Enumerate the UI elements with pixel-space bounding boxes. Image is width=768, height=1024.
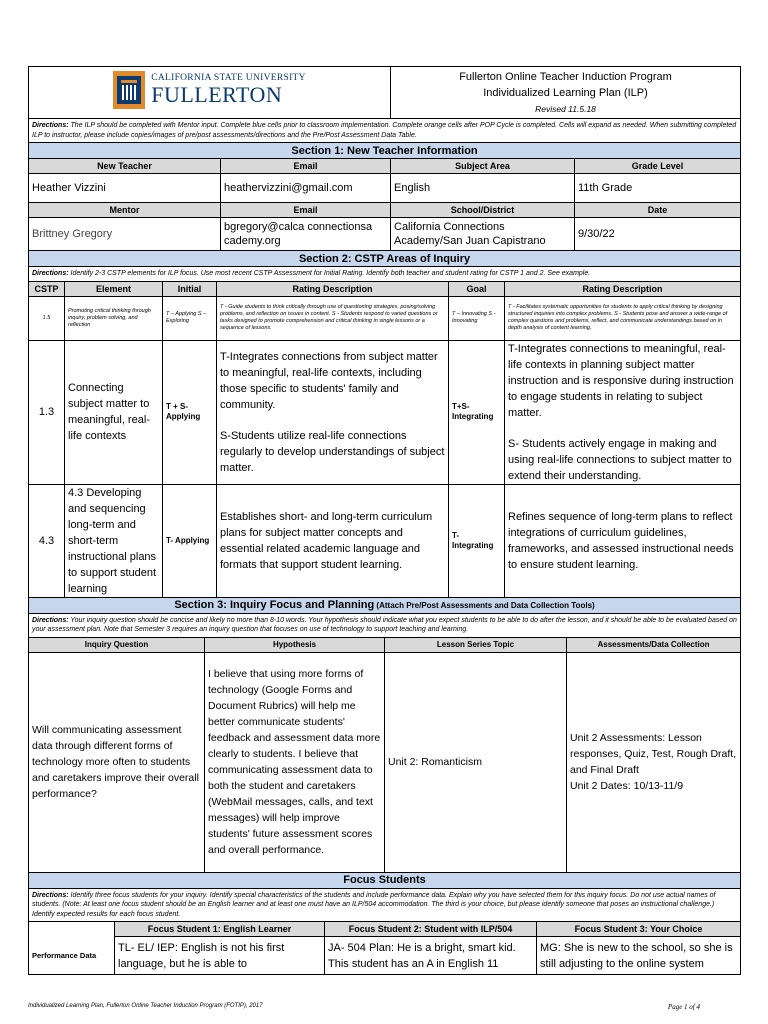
directions-general: Directions: The ILP should be completed with Mentor input. Complete blue cells prior to classroom implementation. Complete orange cells after POP Cycle is completed. Cells will expand as needed. When submitting completed ILP to instructor, please include copies/images of pre/post assessments/directions and the Pre/Post Assessment Data Table. (29, 119, 741, 143)
col-initial: Initial (163, 281, 217, 296)
ilp-document (28, 66, 740, 975)
cstp-element: Connecting subject matter to meaningful, real-life contexts (65, 340, 163, 484)
focus-student-2: JA- 504 Plan: He is a bright, smart kid. This student has an A in English 11 (325, 937, 537, 975)
col-mentor: Mentor (29, 203, 221, 218)
section1-title: Section 1: New Teacher Information (29, 143, 741, 159)
performance-data-label: Performance Data (29, 937, 115, 975)
example-goal: T – Innovating S - Innovating (449, 296, 505, 340)
assessments: Unit 2 Assessments: Lesson responses, Quiz, Test, Rough Draft, and Final Draft Unit 2 Dates: 10/13-11/9 (567, 652, 741, 872)
directions-inquiry: Directions: Your inquiry question should be concise and likely no more than 8-10 words. Your hypothesis should indicate what you expect students to be able to do after the lesson, and it should be able to be evaluated based on your assessment plan. Note that Semester 3 requires an inquiry question that focuses on use of technology to support teaching and learning. (29, 613, 741, 637)
cstp-desc2: T-Integrates connections to meaningful, real-life contexts in planning subject matter instruction and is responsive during instruction to engage students in relating to subject matter. S- Students actively engage in making and using real-life connections to subject matter to extend their understanding. (505, 340, 741, 484)
col-rating-desc-2: Rating Description (505, 281, 741, 296)
col-date: Date (575, 203, 741, 218)
cstp-row (29, 484, 741, 597)
section3-table (28, 597, 741, 873)
col-rating-desc-1: Rating Description (217, 281, 449, 296)
col-cstp: CSTP (29, 281, 65, 296)
section3-title: Section 3: Inquiry Focus and Planning (Attach Pre/Post Assessments and Data Collection Tools) (29, 597, 741, 613)
lesson-topic: Unit 2: Romanticism (385, 652, 567, 872)
directions-focus: Directions: Identify three focus students for your inquiry. Identify special characteristics of the students and include performance data. Explain why you have selected them for this inquiry focus. Do not use actual names of students. (Note: At least one focus student should be an English learner and at least one must have an ILP/504 accommodation. The third is your choice, but please identify someone that poses an instructional challenge.) Identify expected results for each focus student. (29, 888, 741, 922)
logo-cell (29, 67, 391, 119)
grade-level: 11th Grade (575, 174, 741, 203)
inquiry-question: Will communicating assessment data through different forms of technology more often to students and caretakers improve their overall performance? (29, 652, 205, 872)
subject-area: English (391, 174, 575, 203)
col-mentor-email: Email (221, 203, 391, 218)
new-teacher-email: heathervizzini@gmail.com (221, 174, 391, 203)
new-teacher-name: Heather Vizzini (29, 174, 221, 203)
csuf-logo (113, 71, 306, 109)
program-title: Fullerton Online Teacher Induction Program (459, 70, 672, 83)
school-district: California Connections Academy/San Juan Capistrano (391, 218, 575, 251)
cstp-number: 1.3 (29, 340, 65, 484)
cstp-initial: T + S- Applying (163, 340, 217, 484)
mentor-email: bgregory@calca connectionsa cademy.org (221, 218, 391, 251)
section2-table (28, 250, 741, 598)
cstp-row (29, 340, 741, 484)
col-school: School/District (391, 203, 575, 218)
col-focus-3: Focus Student 3: Your Choice (537, 922, 741, 937)
cstp-desc2: Refines sequence of long-term plans to reflect integrations of curriculum guidelines, frameworks, and assessed instructional needs to ensure student learning. (505, 484, 741, 597)
footer (28, 1003, 740, 1009)
cstp-goal: T+S- Integrating (449, 340, 505, 484)
focus-student-3: MG: She is new to the school, so she is still adjusting to the online system (537, 937, 741, 975)
example-cstp: 1.5 (29, 296, 65, 340)
directions-cstp: Directions: Identify 2-3 CSTP elements for ILP focus. Use most recent CSTP Assessment for Initial Rating. Identify both teacher and student rating for CSTP 1 and 2. See example. (29, 267, 741, 282)
example-desc1: T - Guide students to think critically through use of questioning strategies, posing/solving problems, and reflection on issues in content. S - Students respond to varied questions or tasks designed to promote comprehension and critical thinking in single lessons or a sequence of lessons. (217, 296, 449, 340)
col-assessments: Assessments/Data Collection (567, 637, 741, 652)
col-focus-1: Focus Student 1: English Learner (115, 922, 325, 937)
plan-title: Individualized Learning Plan (ILP) (483, 86, 648, 99)
col-element: Element (65, 281, 163, 296)
cstp-desc1: T-Integrates connections from subject matter to meaningful, real-life contexts, including those specific to students' family and community. S-Students utilize real-life connections regularly to develop understandings of subject matter. (217, 340, 449, 484)
cstp-goal: T- Integrating (449, 484, 505, 597)
col-lesson-topic: Lesson Series Topic (385, 637, 567, 652)
logo-university: CALIFORNIA STATE UNIVERSITY (151, 73, 306, 84)
col-new-teacher: New Teacher (29, 159, 221, 174)
example-element: Promoting critical thinking through inquiry, problem solving, and reflection (65, 296, 163, 340)
cstp-initial: T- Applying (163, 484, 217, 597)
footer-left: Individualized Learning Plan, Fullerton Online Teacher Induction Program (FOTIP), 2017 (28, 1003, 263, 1009)
title-cell (391, 67, 741, 119)
cstp-element: 4.3 Developing and sequencing long-term and short-term instructional plans to support student learning (65, 484, 163, 597)
example-desc2: T - Facilitates systematic opportunities for students to apply critical thinking by designing structured inquiries into complex problems. S - Students pose and answer a wide-range of complex questions and problems, reflect, and communicate understandings based on in depth analysis of content learning. (505, 296, 741, 340)
example-initial: T – Applying S – Exploring (163, 296, 217, 340)
hypothesis: I believe that using more forms of technology (Google Forms and Document Rubrics) will help me better communicate students' feedback and assessment data more clearly to students. I believe that communicating assessment data to both the student and caretakers (WebMail messages, calls, and text messages) will help improve students' future assessment scores and overall performance. (205, 652, 385, 872)
focus-student-1: TL- EL/ IEP: English is not his first language, but he is able to (115, 937, 325, 975)
col-email: Email (221, 159, 391, 174)
col-hypothesis: Hypothesis (205, 637, 385, 652)
date: 9/30/22 (575, 218, 741, 251)
focus-title: Focus Students (29, 872, 741, 888)
mentor-name: Brittney Gregory (29, 218, 221, 251)
building-icon (113, 71, 145, 109)
revised-date: Revised 11.5.18 (535, 103, 596, 114)
logo-fullerton: FULLERTON (151, 81, 283, 107)
cstp-desc1: Establishes short- and long-term curriculum plans for subject matter concepts and essential related academic language and formats that support student learning. (217, 484, 449, 597)
section2-title: Section 2: CSTP Areas of Inquiry (29, 251, 741, 267)
col-focus-2: Focus Student 2: Student with ILP/504 (325, 922, 537, 937)
header-table (28, 66, 741, 119)
col-goal: Goal (449, 281, 505, 296)
col-grade: Grade Level (575, 159, 741, 174)
section1-table (28, 118, 741, 251)
col-subject: Subject Area (391, 159, 575, 174)
col-inquiry-question: Inquiry Question (29, 637, 205, 652)
page-number: Page 1 of 4 (667, 1003, 700, 1011)
focus-corner (29, 922, 115, 937)
focus-table (28, 872, 741, 976)
cstp-number: 4.3 (29, 484, 65, 597)
